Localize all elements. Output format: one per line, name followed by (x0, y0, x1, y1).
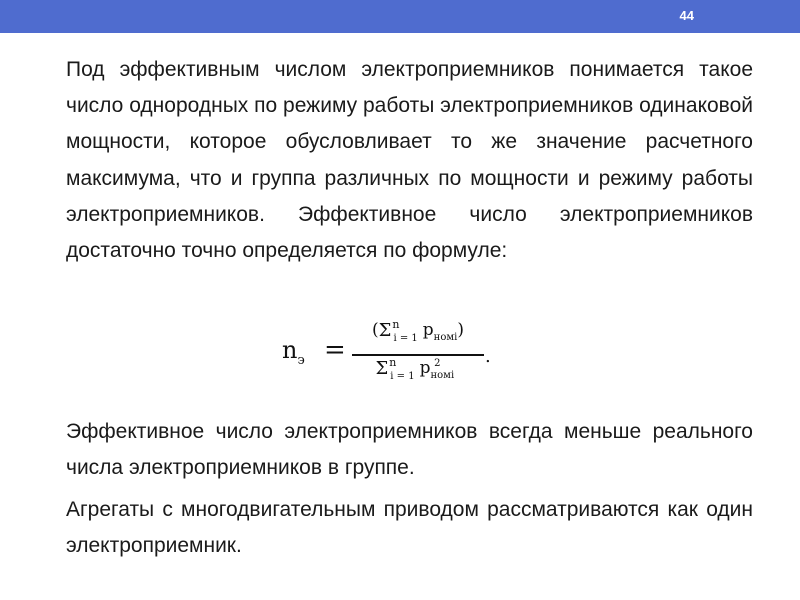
fraction-bar (352, 354, 484, 356)
formula-lhs (282, 336, 305, 368)
slide-number: 44 (679, 8, 694, 23)
formula-equals: = (324, 335, 346, 365)
denominator-power: 2 (434, 358, 441, 369)
numerator-term-var: p (422, 320, 434, 340)
less-than-paragraph: Эффективное число электроприемников всегда меньше реального числа электроприемников в группе. (66, 420, 753, 480)
numerator-lower-limit: i = 1 (393, 332, 418, 344)
top-bar (0, 0, 800, 33)
numerator-upper-limit: n (392, 317, 400, 331)
formula-denominator (352, 355, 484, 382)
formula-lhs-var: n (282, 336, 298, 364)
numerator-close-paren: ) (457, 320, 464, 340)
formula-lhs-sub: э (297, 353, 305, 368)
denominator-term-sub: номi (430, 370, 455, 381)
denominator-sum-symbol: Σ (375, 357, 389, 379)
numerator-term-sub: номi (433, 332, 458, 343)
formula-numerator (352, 317, 484, 344)
denominator-upper-limit: n (389, 355, 397, 369)
numerator-sum-symbol: Σ (378, 319, 392, 341)
denominator-term-var: p (419, 358, 431, 378)
numerator-open-paren: ( (372, 320, 379, 340)
formula-trailing-dot: . (485, 346, 491, 367)
formula-fraction (352, 318, 484, 390)
aggregates-paragraph: Агрегаты с многодвигательным приводом рассматриваются как один электроприемник. (66, 498, 753, 558)
denominator-lower-limit: i = 1 (390, 370, 415, 382)
definition-paragraph: Под эффективным числом электроприемников понимается такое число однородных по режиму работы электроприемников одинаковой мощности, которое обусловливает то же значение расчетного максимума, что и группа различных по мощности и режиму работы электроприемников. Эффективное число электроприемников достаточно точно определяется по формуле: (66, 58, 753, 263)
effective-number-formula (282, 318, 522, 390)
